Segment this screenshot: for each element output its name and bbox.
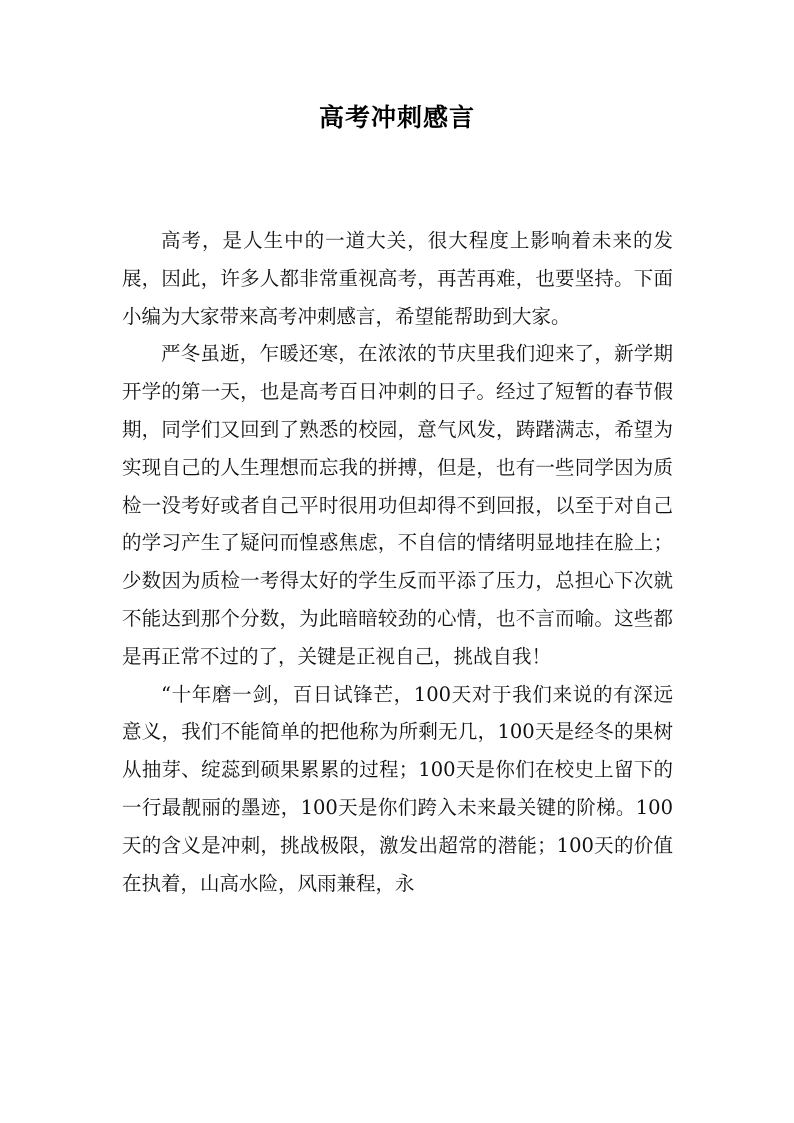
- document-body: [122, 222, 673, 902]
- document-title: 高考冲刺感言: [318, 103, 475, 132]
- paragraph-semester: 严冬虽逝，乍暖还寒，在浓浓的节庆里我们迎来了，新学期开学的第一天，也是高考百日冲刺的日子。经过了短暂的春节假期，同学们又回到了熟悉的校园，意气风发，踌躇满志，希望为实现自己的人生理想而忘我的拼搏，但是，也有一些同学因为质检一没考好或者自己平时很用功但却得不到回报，以至于对自己的学习产生了疑问而惶惑焦虑，不自信的情绪明显地挂在脸上；少数因为质检一考得太好的学生反而平添了压力，总担心下次就不能达到那个分数，为此暗暗较劲的心情，也不言而喻。这些都是再正常不过的了，关键是正视自己，挑战自我！: [122, 342, 673, 668]
- paragraph-intro: 高考，是人生中的一道大关，很大程度上影响着未来的发展，因此，许多人都非常重视高考，再苦再难，也要坚持。下面小编为大家带来高考冲刺感言，希望能帮助到大家。: [122, 229, 673, 328]
- paragraph-hundred-days: “十年磨一剑，百日试锋芒，100天对于我们来说的有深远意义，我们不能简单的把他称为所剩无几，100天是经冬的果树从抽芽、绽蕊到硕果累累的过程；100天是你们在校史上留下的一行最靓丽的墨迹，100天是你们跨入未来最关键的阶梯。100天的含义是冲刺，挑战极限，激发出超常的潜能；100天的价值在执着，山高水险，风雨兼程，永: [122, 682, 673, 895]
